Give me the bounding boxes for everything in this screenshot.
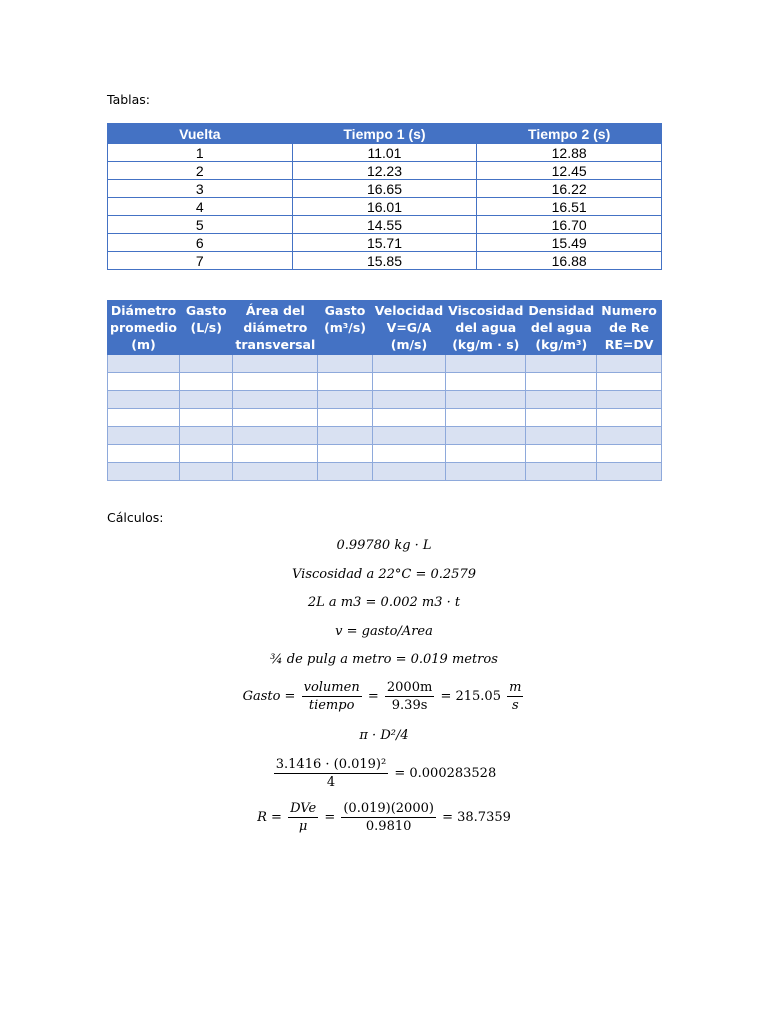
- flow-header-cell: [446, 301, 526, 355]
- flow-rhs: = 215.05: [440, 689, 501, 704]
- empty-cell: [180, 391, 233, 409]
- table-row: [108, 427, 662, 445]
- equation-volume-conversion: 2L a m3 = 0.002 m3 · t: [307, 595, 461, 610]
- empty-cell: [108, 373, 180, 391]
- flow-properties-table: [107, 300, 662, 481]
- flow-header-cell: [180, 301, 233, 355]
- table-row: [108, 162, 662, 180]
- empty-cell: [372, 391, 445, 409]
- empty-cell: [446, 445, 526, 463]
- header-line: Diámetro: [110, 303, 177, 318]
- empty-cell: [372, 409, 445, 427]
- header-line: Gasto: [185, 303, 227, 318]
- flow-header-cell: [597, 301, 662, 355]
- table-cell: 16.51: [477, 198, 662, 216]
- header-line: Viscosidad: [448, 303, 524, 318]
- table-row: [108, 463, 662, 481]
- empty-cell: [446, 409, 526, 427]
- header-line: transversal: [235, 337, 316, 352]
- flow-units-fraction: $\frac{m}{s}$: [509, 680, 522, 713]
- empty-cell: [597, 355, 662, 373]
- laps-header-cell: Vuelta: [108, 124, 293, 144]
- header-line: Densidad: [528, 303, 595, 318]
- equation-density: 0.99780 kg · L: [336, 538, 432, 553]
- empty-cell: [526, 463, 597, 481]
- header-line: Velocidad: [374, 303, 444, 318]
- empty-cell: [233, 355, 318, 373]
- header-line: (m/s): [390, 337, 428, 352]
- table-row: [108, 234, 662, 252]
- table-cell: 6: [108, 234, 293, 252]
- empty-cell: [597, 445, 662, 463]
- table-cell: 15.85: [292, 252, 477, 270]
- table-cell: 16.01: [292, 198, 477, 216]
- table-cell: 12.23: [292, 162, 477, 180]
- laps-table: [107, 123, 662, 270]
- table-cell: 5: [108, 216, 293, 234]
- reynolds-fraction-2: $\frac{(0.019)(2000)}{0.9810}$: [343, 801, 434, 834]
- equation-viscosity: Viscosidad a 22°C = 0.2579: [292, 567, 476, 582]
- empty-cell: [372, 373, 445, 391]
- empty-cell: [597, 391, 662, 409]
- table-cell: 7: [108, 252, 293, 270]
- header-line: (kg/m · s): [452, 337, 520, 352]
- empty-cell: [233, 409, 318, 427]
- empty-cell: [233, 391, 318, 409]
- empty-cell: [318, 445, 373, 463]
- empty-cell: [526, 373, 597, 391]
- table-cell: 14.55: [292, 216, 477, 234]
- table-row: [108, 373, 662, 391]
- empty-cell: [526, 427, 597, 445]
- header-line: (L/s): [190, 320, 222, 335]
- empty-cell: [180, 409, 233, 427]
- header-line: del agua: [455, 320, 517, 335]
- header-line: (m): [131, 337, 156, 352]
- table-cell: 16.70: [477, 216, 662, 234]
- header-line: Numero: [601, 303, 657, 318]
- table-cell: 15.49: [477, 234, 662, 252]
- empty-cell: [372, 355, 445, 373]
- equation-area-formula: π · D²/4: [359, 728, 409, 743]
- header-line: promedio: [110, 320, 178, 335]
- area-rhs: = 0.000283528: [394, 766, 497, 781]
- table-cell: 16.88: [477, 252, 662, 270]
- empty-cell: [526, 409, 597, 427]
- empty-cell: [372, 463, 445, 481]
- flow-header-cell: [526, 301, 597, 355]
- empty-cell: [318, 427, 373, 445]
- empty-cell: [180, 427, 233, 445]
- equation-reynolds: R = $\frac{\text{DVe}}{\mu}$ = $\frac{(0.019)(2000)}{0.9810}$ = 38.7359: [257, 801, 511, 834]
- header-line: Área del: [245, 303, 305, 318]
- flow-header-cell: [372, 301, 445, 355]
- table-row: [108, 391, 662, 409]
- empty-cell: [446, 373, 526, 391]
- reynolds-lhs: R =: [257, 810, 282, 825]
- empty-cell: [372, 445, 445, 463]
- header-line: Gasto: [324, 303, 366, 318]
- equation-flow-rate: Gasto = $\frac{\text{volumen}}{\text{tiempo}}$ = $\frac{2000m}{9.39s}$ = 215.05 $\frac{m}{s}$: [242, 680, 522, 713]
- header-line: (kg/m³): [535, 337, 588, 352]
- empty-cell: [180, 355, 233, 373]
- area-fraction: $\frac{\text{3.1416 · (0.019)²}}{4}$: [275, 757, 387, 790]
- table-cell: 16.22: [477, 180, 662, 198]
- empty-cell: [233, 445, 318, 463]
- table-cell: 15.71: [292, 234, 477, 252]
- empty-cell: [180, 445, 233, 463]
- equation-inch-conversion: ¾ de pulg a metro = 0.019 metros: [270, 652, 498, 667]
- empty-cell: [180, 463, 233, 481]
- empty-cell: [108, 409, 180, 427]
- empty-cell: [446, 391, 526, 409]
- empty-cell: [233, 373, 318, 391]
- empty-cell: [108, 445, 180, 463]
- header-line: del agua: [530, 320, 592, 335]
- table-cell: 3: [108, 180, 293, 198]
- empty-cell: [180, 373, 233, 391]
- flow-fraction-1: $\frac{\text{volumen}}{\text{tiempo}}$: [303, 680, 360, 713]
- empty-cell: [597, 427, 662, 445]
- table-row: [108, 445, 662, 463]
- table-row: [108, 216, 662, 234]
- reynolds-fraction-1: $\frac{\text{DVe}}{\mu}$: [290, 801, 317, 834]
- empty-cell: [108, 391, 180, 409]
- table-cell: 1: [108, 144, 293, 162]
- laps-header-cell: Tiempo 1 (s): [292, 124, 477, 144]
- table-cell: 11.01: [292, 144, 477, 162]
- empty-cell: [318, 373, 373, 391]
- table-row: [108, 180, 662, 198]
- empty-cell: [597, 409, 662, 427]
- empty-cell: [108, 427, 180, 445]
- table-cell: 16.65: [292, 180, 477, 198]
- empty-cell: [318, 355, 373, 373]
- empty-cell: [233, 463, 318, 481]
- empty-cell: [526, 355, 597, 373]
- table-row: [108, 409, 662, 427]
- flow-header-cell: [233, 301, 318, 355]
- header-line: (m³/s): [324, 320, 366, 335]
- header-line: V=G/A: [386, 320, 432, 335]
- table-row: [108, 252, 662, 270]
- empty-cell: [597, 463, 662, 481]
- empty-cell: [446, 463, 526, 481]
- flow-header-cell: [108, 301, 180, 355]
- laps-table-header: [108, 124, 662, 144]
- table-row: [108, 144, 662, 162]
- flow-fraction-2: $\frac{2000m}{9.39s}$: [386, 680, 433, 713]
- calculos-label: Cálculos:: [107, 510, 164, 525]
- empty-cell: [108, 463, 180, 481]
- table-row: [108, 198, 662, 216]
- empty-cell: [446, 427, 526, 445]
- empty-cell: [597, 373, 662, 391]
- empty-cell: [372, 427, 445, 445]
- empty-cell: [526, 445, 597, 463]
- flow-lhs: Gasto =: [242, 689, 296, 704]
- empty-cell: [318, 463, 373, 481]
- empty-cell: [446, 355, 526, 373]
- table-cell: 12.88: [477, 144, 662, 162]
- empty-cell: [108, 355, 180, 373]
- table-cell: 4: [108, 198, 293, 216]
- reynolds-rhs: = 38.7359: [442, 810, 511, 825]
- laps-header-cell: Tiempo 2 (s): [477, 124, 662, 144]
- header-line: RE=DV: [604, 337, 654, 352]
- empty-cell: [318, 391, 373, 409]
- flow-header-cell: [318, 301, 373, 355]
- flow-properties-header: [108, 301, 662, 355]
- header-line: diámetro: [243, 320, 308, 335]
- table-cell: 2: [108, 162, 293, 180]
- table-row: [108, 355, 662, 373]
- empty-cell: [233, 427, 318, 445]
- equation-area-value: [0, 756, 768, 791]
- table-cell: 12.45: [477, 162, 662, 180]
- empty-cell: [526, 391, 597, 409]
- empty-cell: [318, 409, 373, 427]
- tablas-label: Tablas:: [107, 92, 151, 107]
- header-line: de Re: [609, 320, 650, 335]
- equation-velocity: v = gasto/Area: [335, 624, 433, 639]
